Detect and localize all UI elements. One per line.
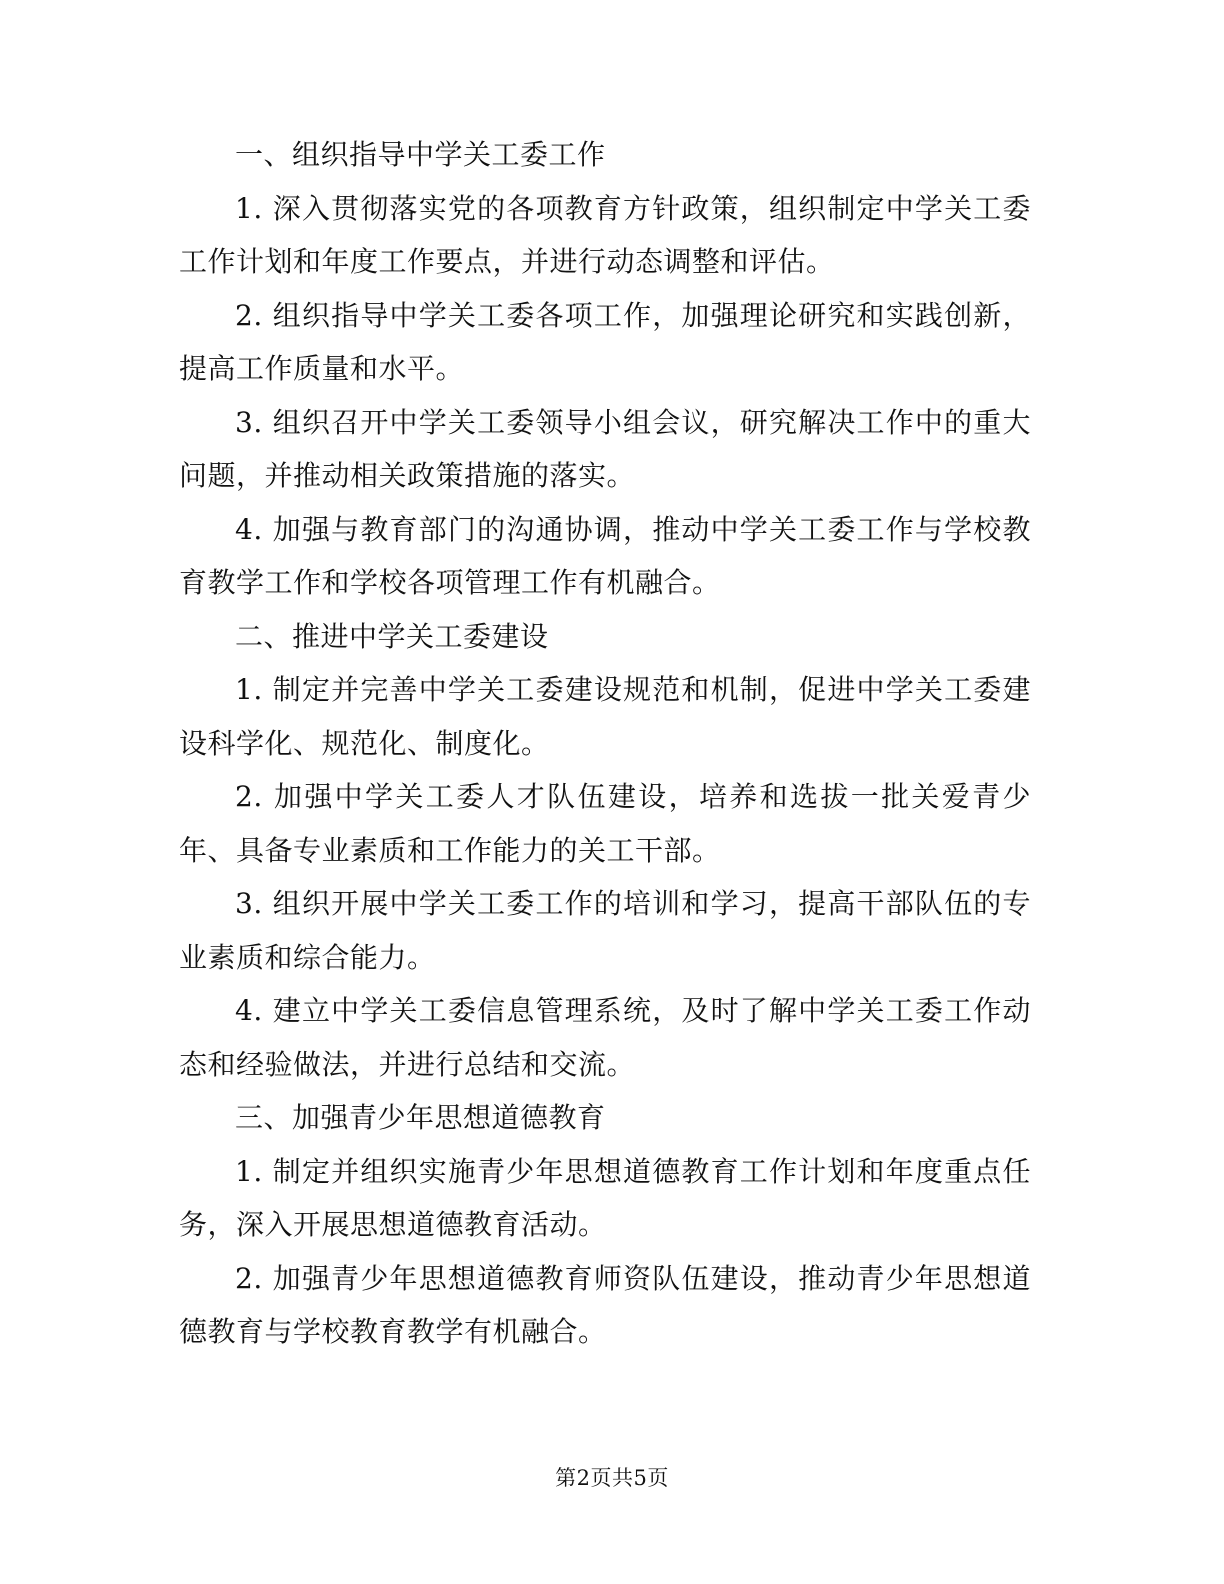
list-item: 2. 加强中学关工委人才队伍建设，培养和选拔一批关爱青少年、具备专业素质和工作能力的关工干部。 <box>179 780 1031 867</box>
page-number-footer: 第2页共5页 <box>555 1466 669 1490</box>
list-item: 1. 制定并完善中学关工委建设规范和机制，促进中学关工委建设科学化、规范化、制度化。 <box>179 673 1031 760</box>
section-heading: 三、加强青少年思想道德教育 <box>235 1101 606 1134</box>
list-item: 2. 加强青少年思想道德教育师资队伍建设，推动青少年思想道德教育与学校教育教学有机融合。 <box>179 1261 1031 1348</box>
list-item: 3. 组织开展中学关工委工作的培训和学习，提高干部队伍的专业素质和综合能力。 <box>179 887 1031 974</box>
list-item: 4. 加强与教育部门的沟通协调，推动中学关工委工作与学校教育教学工作和学校各项管理工作有机融合。 <box>179 512 1031 599</box>
document-body <box>179 128 1031 1359</box>
list-item: 3. 组织召开中学关工委领导小组会议，研究解决工作中的重大问题，并推动相关政策措施的落实。 <box>179 405 1031 492</box>
list-item: 1. 深入贯彻落实党的各项教育方针政策，组织制定中学关工委工作计划和年度工作要点，并进行动态调整和评估。 <box>179 191 1031 278</box>
section-heading: 二、推进中学关工委建设 <box>235 619 549 653</box>
list-item: 1. 制定并组织实施青少年思想道德教育工作计划和年度重点任务，深入开展思想道德教育活动。 <box>179 1154 1031 1241</box>
list-item: 2. 组织指导中学关工委各项工作，加强理论研究和实践创新，提高工作质量和水平。 <box>179 298 1031 385</box>
section-heading: 一、组织指导中学关工委工作 <box>235 138 606 171</box>
list-item: 4. 建立中学关工委信息管理系统，及时了解中学关工委工作动态和经验做法，并进行总结和交流。 <box>179 994 1031 1081</box>
